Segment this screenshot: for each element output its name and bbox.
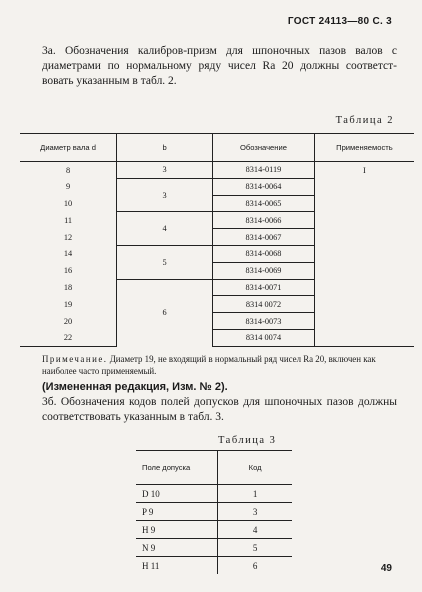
table-row xyxy=(20,162,414,179)
header-code: Код xyxy=(218,451,292,485)
cell-applicability xyxy=(314,313,414,330)
cell-designation: 8314-0068 xyxy=(213,245,315,262)
cell-designation: 8314-0069 xyxy=(213,262,315,279)
cell-tolerance-field: P 9 xyxy=(136,503,218,521)
table-row xyxy=(20,195,414,212)
header-tolerance-field: Поле допуска xyxy=(136,451,218,485)
cell-applicability: I xyxy=(363,165,366,175)
cell-diameter: 19 xyxy=(20,296,117,313)
cell-applicability xyxy=(314,195,414,212)
table-row xyxy=(20,245,414,262)
cell-applicability xyxy=(314,245,414,262)
table-row xyxy=(20,329,414,346)
cell-applicability xyxy=(314,296,414,313)
cell-designation: 8314-0071 xyxy=(213,279,315,296)
cell-b: 6 xyxy=(117,279,213,346)
table2-note xyxy=(42,353,397,377)
cell-diameter: 11 xyxy=(20,212,117,229)
cell-applicability xyxy=(314,178,414,195)
note-label: Примечание. xyxy=(42,354,108,364)
table2-caption: Таблица 2 xyxy=(335,115,394,126)
cell-b: 3 xyxy=(117,162,213,179)
cell-diameter: 9 xyxy=(20,178,117,195)
cell-diameter: 18 xyxy=(20,279,117,296)
cell-designation: 8314-0067 xyxy=(213,229,315,246)
cell-designation: 8314 0072 xyxy=(213,296,315,313)
cell-applicability xyxy=(314,279,414,296)
table-3 xyxy=(136,450,292,574)
table3-caption: Таблица 3 xyxy=(218,435,277,446)
cell-code: 4 xyxy=(218,521,292,539)
table-row xyxy=(136,521,292,539)
cell-designation: 8314-0064 xyxy=(213,178,315,195)
cell-diameter: 12 xyxy=(20,229,117,246)
cell-b: 5 xyxy=(117,245,213,279)
cell-designation: 8314-0119 xyxy=(213,162,315,179)
page-number: 49 xyxy=(380,563,392,574)
cell-tolerance-field: H 9 xyxy=(136,521,218,539)
cell-diameter: 14 xyxy=(20,245,117,262)
cell-tolerance-field: H 11 xyxy=(136,557,218,575)
cell-applicability xyxy=(314,229,414,246)
table-row xyxy=(20,178,414,195)
table-row xyxy=(136,485,292,503)
header-b: b xyxy=(117,134,213,162)
cell-diameter: 8 xyxy=(20,162,117,179)
table-row xyxy=(20,279,414,296)
table-header-row xyxy=(136,451,292,485)
cell-diameter: 16 xyxy=(20,262,117,279)
cell-diameter: 10 xyxy=(20,195,117,212)
cell-applicability xyxy=(314,262,414,279)
cell-code: 1 xyxy=(218,485,292,503)
cell-code: 3 xyxy=(218,503,292,521)
header-diameter: Диаметр вала d xyxy=(20,134,117,162)
table-row xyxy=(136,539,292,557)
cell-tolerance-field: N 9 xyxy=(136,539,218,557)
cell-code: 5 xyxy=(218,539,292,557)
header-applicability: Применяемость xyxy=(314,134,414,162)
cell-code: 6 xyxy=(252,560,258,571)
cell-designation: 8314 0074 xyxy=(213,329,315,346)
amendment-note: (Измененная редакция, Изм. № 2). xyxy=(42,381,228,393)
cell-diameter: 22 xyxy=(20,329,117,346)
table-2 xyxy=(20,133,414,347)
table-row xyxy=(20,296,414,313)
paragraph-3a: 3а. Обозначения калибров-призм для шпоночных пазов валов с диаметрами по нормальному ряду чисел Ra 20 должны соответст-вовать указанным в табл. 2. xyxy=(42,45,397,87)
table-row xyxy=(136,503,292,521)
cell-diameter: 20 xyxy=(20,313,117,330)
cell-applicability xyxy=(314,212,414,229)
cell-designation: 8314-0065 xyxy=(213,195,315,212)
cell-designation: 8314-0066 xyxy=(213,212,315,229)
table-row xyxy=(136,557,292,575)
cell-b: 3 xyxy=(117,178,213,212)
cell-designation: 8314-0073 xyxy=(213,313,315,330)
table-row xyxy=(20,262,414,279)
cell-tolerance-field: D 10 xyxy=(136,485,218,503)
cell-b: 4 xyxy=(117,212,213,246)
note-text: Диаметр 19, не входящий в нормальный ряд чисел Ra 20, включен как наиболее часто применяемый. xyxy=(42,354,376,376)
page-header: ГОСТ 24113—80 С. 3 xyxy=(287,16,392,27)
table-row xyxy=(20,212,414,229)
table-row xyxy=(20,313,414,330)
paragraph-3b: 3б. Обозначения кодов полей допусков для шпоночных пазов должны соответствовать указанным в табл. 3. xyxy=(42,396,397,423)
header-designation: Обозначение xyxy=(213,134,315,162)
table-row xyxy=(20,229,414,246)
cell-applicability xyxy=(314,329,414,346)
table-header-row xyxy=(20,134,414,162)
